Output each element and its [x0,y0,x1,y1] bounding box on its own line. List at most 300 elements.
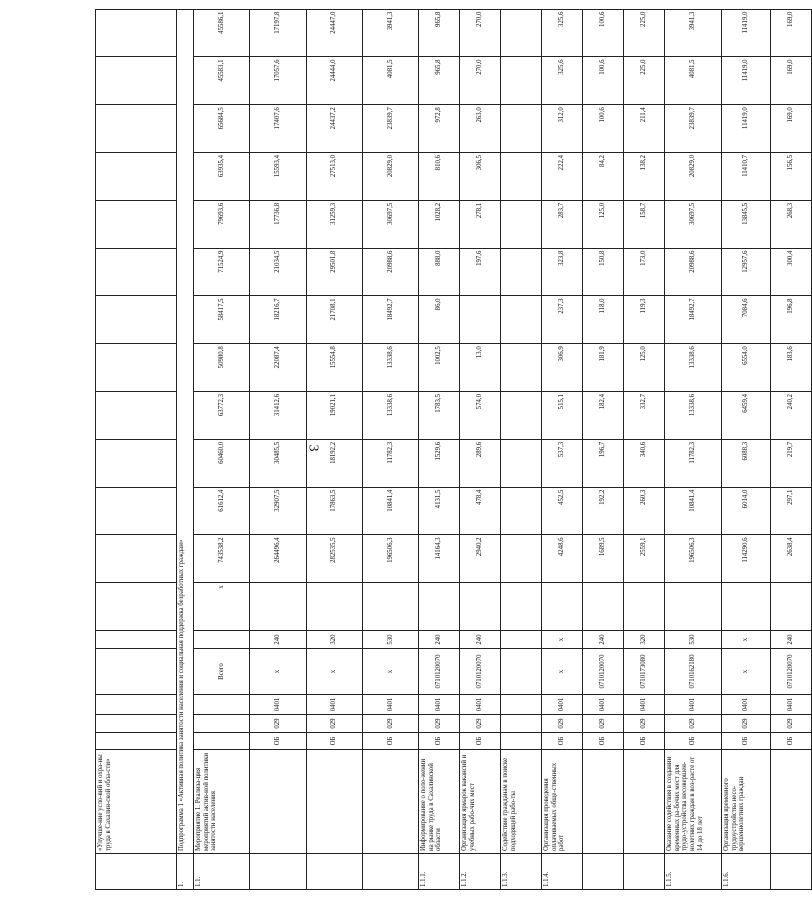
cell-value: 3941,3 [665,9,722,57]
cell-value: 2638,4 [770,535,811,583]
cell-value: 21708,1 [306,296,362,344]
cell-target-article: х [250,649,306,695]
cell-value: 18492,7 [665,296,722,344]
cell-value: 79693,6 [194,200,250,248]
cell-value [770,583,811,631]
cell-value [624,583,665,631]
cell-value: 21034,5 [250,248,306,296]
table-row [722,9,771,889]
cell-value [362,583,418,631]
cell-name: Оказание содействия в создании временных ра-бочих мест для трудо-устройства несовершен-нолетних граждан в воз-расте от 14 до 18 лет [665,750,722,854]
cell-grbs-code: 029 [542,715,583,733]
cell-section-code: 0401 [542,695,583,715]
table-row [501,9,542,889]
cell-grbs-code [501,715,542,733]
cell-section-code: 0401 [665,695,722,715]
cell-section-code [501,695,542,715]
cell-value: 300,4 [770,248,811,296]
cell-value: 1028,2 [419,200,460,248]
cell-value: 23839,7 [362,105,418,153]
cell-value: 965,8 [419,57,460,105]
cell-value: 138,2 [624,153,665,201]
cell-value: 24444,0 [306,57,362,105]
cell-value: 452,5 [542,487,583,535]
cell-value [501,153,542,201]
cell-value: 260,3 [624,487,665,535]
cell-value: 297,1 [770,487,811,535]
cell-value: 6554,0 [722,344,771,392]
cell-value: 196506,3 [362,535,418,583]
cell-value: х [194,583,250,631]
cell-grbs-code [194,715,250,733]
cell-value: 17863,5 [306,487,362,535]
table-row [419,9,460,889]
cell-target-article: 0710120070 [770,649,811,695]
cell-num: 1.1.2. [460,854,501,890]
cell-empty [96,392,177,440]
cell-value: 63935,4 [194,153,250,201]
cell-grbs-code: 029 [665,715,722,733]
section-row [177,9,194,889]
cell-empty [96,153,177,201]
cell-value: 158,7 [624,200,665,248]
cell-value: 18192,2 [306,439,362,487]
cell-value: 24437,2 [306,105,362,153]
cell-value: 306,9 [542,344,583,392]
cell-value: 114290,6 [722,535,771,583]
cell-name [770,750,811,854]
cell-value: 2940,2 [460,535,501,583]
cell-value [501,583,542,631]
cell-empty [96,57,177,105]
cell-grbs-code: 029 [770,715,811,733]
cell-expense-type [501,631,542,649]
budget-table [95,9,812,890]
cell-section-code: 0401 [624,695,665,715]
cell-value: 810,6 [419,153,460,201]
cell-num [583,854,624,890]
cell-value: 17197,8 [250,9,306,57]
cell-value: 86,0 [419,296,460,344]
cell-value: 11782,3 [665,439,722,487]
cell-value: 169,0 [770,9,811,57]
cell-expense-type: 320 [306,631,362,649]
cell-value: 478,4 [460,487,501,535]
cell-grbs-code: 029 [362,715,418,733]
table-row [542,9,583,889]
cell-value [250,583,306,631]
cell-num [250,854,306,890]
cell-value: 211,4 [624,105,665,153]
cell-value [542,583,583,631]
cell-value: 17407,6 [250,105,306,153]
cell-value: 71524,9 [194,248,250,296]
cell-value: 100,6 [583,105,624,153]
cell-target-article [501,649,542,695]
cell-value: 4081,5 [362,57,418,105]
cell-empty [96,105,177,153]
cell-empty [96,487,177,535]
cell-target-article: 0710173080 [624,649,665,695]
cell-value: 197,6 [460,248,501,296]
cell-name: Содействие гражданам в поиске подходящей рабо-ты [501,750,542,854]
cell-value: 11782,3 [362,439,418,487]
cell-value: 1002,5 [419,344,460,392]
cell-value: 196506,3 [665,535,722,583]
cell-target-article: 0710120070 [583,649,624,695]
cell-value [501,105,542,153]
cell-value: 65684,5 [194,105,250,153]
cell-value: 13338,6 [362,392,418,440]
cell-value [501,57,542,105]
cell-name: Организация ярмарок вакансий и учебных рабо-чих мест [460,750,501,854]
cell-value: 222,4 [542,153,583,201]
cell-value: 17057,6 [250,57,306,105]
cell-value: 323,8 [542,248,583,296]
cell-value: 237,3 [542,296,583,344]
section-title: Подпрограмма 1 «Активная политика занятости населения и социальная поддержка безработных граждан» [177,9,194,853]
cell-empty [96,200,177,248]
cell-grbs-code: 029 [624,715,665,733]
cell-value: 972,8 [419,105,460,153]
cell-name [306,750,362,854]
cell-expense-type: х [542,631,583,649]
cell-value: 325,6 [542,57,583,105]
cell-name: Мероприятие 1. Реализа-ция мероприятий актив-ной политики занятости населения [194,750,250,854]
cell-target-article: 0710120070 [460,649,501,695]
cell-num: 1.1.3. [501,854,542,890]
cell-empty [96,439,177,487]
cell-value: 13338,6 [665,392,722,440]
cell-source: ОБ [583,733,624,750]
cell-value [501,296,542,344]
cell-value: 15593,4 [250,153,306,201]
cell-empty [96,583,177,631]
cell-value: 888,0 [419,248,460,296]
cell-expense-type: 240 [250,631,306,649]
cell-section-code: 0401 [583,695,624,715]
cell-source: ОБ [362,733,418,750]
cell-value: 150,8 [583,248,624,296]
cell-grbs-code: 029 [460,715,501,733]
cell-expense-type: х [722,631,771,649]
cell-source: ОБ [770,733,811,750]
cell-value: 173,0 [624,248,665,296]
cell-value: 10841,4 [362,487,418,535]
cell-value: 743538,2 [194,535,250,583]
cell-source: ОБ [624,733,665,750]
cell-section-code: 0401 [770,695,811,715]
section-number: 1. [177,854,194,890]
cell-grbs-code: 029 [419,715,460,733]
cell-value: 61612,4 [194,487,250,535]
cell-value: 31259,3 [306,200,362,248]
cell-name: «Улучше-ние усло-вий и охра-ны труда в Сахалин-ской обла-сти» [96,750,177,854]
cell-name [362,750,418,854]
cell-value [583,583,624,631]
cell-grbs-code: 029 [250,715,306,733]
cell-target-article: х [362,649,418,695]
cell-target-article: 0710162180 [665,649,722,695]
cell-source: ОБ [722,733,771,750]
cell-value: 196,8 [770,296,811,344]
cell-value: 100,6 [583,9,624,57]
cell-value: 312,0 [542,105,583,153]
cell-value: 30697,5 [362,200,418,248]
cell-value: 63772,3 [194,392,250,440]
cell-value: 225,0 [624,9,665,57]
cell-grbs-code: 029 [722,715,771,733]
cell-target-article: Всего [194,649,250,695]
cell-value: 3941,3 [362,9,418,57]
cell-source: ОБ [306,733,362,750]
cell-section-code: 0401 [250,695,306,715]
cell-source: ОБ [542,733,583,750]
cell-value: 12957,6 [722,248,771,296]
cell-value: 268,3 [770,200,811,248]
cell-expense-type: 320 [624,631,665,649]
cell-expense-type [194,631,250,649]
cell-value: 340,6 [624,439,665,487]
page-number: 3 [305,444,321,452]
cell-value: 20988,6 [362,248,418,296]
cell-value: 45583,1 [194,57,250,105]
cell-value: 125,0 [624,344,665,392]
cell-target-article: х [542,649,583,695]
cell-value: 4081,5 [665,57,722,105]
rotated-table-container [95,10,795,890]
cell-empty [96,715,177,733]
cell-value: 965,8 [419,9,460,57]
cell-value: 31412,6 [250,392,306,440]
cell-value: 29501,8 [306,248,362,296]
cell-name: Организация проведения оплачиваемых обще-ственных работ [542,750,583,854]
cell-num: 1.1.5. [665,854,722,890]
cell-value [306,583,362,631]
cell-name [250,750,306,854]
cell-value: 11419,0 [722,105,771,153]
cell-value: 2559,1 [624,535,665,583]
cell-value [722,583,771,631]
cell-value [419,583,460,631]
cell-value [501,248,542,296]
cell-value: 169,0 [770,57,811,105]
cell-value: 270,0 [460,57,501,105]
cell-value: 24447,0 [306,9,362,57]
table-row [306,9,362,889]
cell-value: 515,1 [542,392,583,440]
table-row [665,9,722,889]
cell-value: 4131,5 [419,487,460,535]
cell-source: ОБ [419,733,460,750]
cell-value: 30485,5 [250,439,306,487]
table-row [194,9,250,889]
cell-value: 196,7 [583,439,624,487]
cell-empty [96,344,177,392]
cell-source [501,733,542,750]
cell-empty [96,296,177,344]
cell-value: 270,0 [460,9,501,57]
cell-expense-type: 240 [460,631,501,649]
cell-value: 125,0 [583,200,624,248]
cell-value: 282535,5 [306,535,362,583]
cell-value [501,439,542,487]
cell-value: 20829,0 [665,153,722,201]
cell-empty [96,9,177,57]
cell-value: 263,0 [460,105,501,153]
cell-value: 182,4 [583,392,624,440]
table-row [250,9,306,889]
cell-value: 4248,6 [542,535,583,583]
cell-empty [96,631,177,649]
cell-value: 11419,0 [722,57,771,105]
cell-value: 45586,1 [194,9,250,57]
cell-section-code: 0401 [419,695,460,715]
cell-value: 22087,4 [250,344,306,392]
cell-name [583,750,624,854]
cell-value: 17736,8 [250,200,306,248]
cell-value: 50980,8 [194,344,250,392]
cell-expense-type: 530 [362,631,418,649]
cell-empty [96,733,177,750]
cell-value: 537,3 [542,439,583,487]
cell-expense-type: 240 [770,631,811,649]
cell-value: 156,5 [770,153,811,201]
cell-grbs-code: 029 [583,715,624,733]
cell-value: 58417,5 [194,296,250,344]
cell-value: 14164,3 [419,535,460,583]
cell-expense-type: 530 [665,631,722,649]
cell-value: 118,0 [583,296,624,344]
cell-value: 6088,3 [722,439,771,487]
cell-value: 18492,7 [362,296,418,344]
cell-value: 574,0 [460,392,501,440]
cell-num [770,854,811,890]
cell-value: 1689,5 [583,535,624,583]
cell-num [362,854,418,890]
cell-value: 13338,6 [362,344,418,392]
cell-target-article: х [722,649,771,695]
table-row [770,9,811,889]
cell-expense-type: 240 [419,631,460,649]
cell-value: 192,2 [583,487,624,535]
cell-source [194,733,250,750]
table-row [624,9,665,889]
cell-value: 30697,5 [665,200,722,248]
cell-empty [96,535,177,583]
cell-source: ОБ [460,733,501,750]
cell-value: 7084,6 [722,296,771,344]
cell-num: 1.1.1. [419,854,460,890]
cell-name [624,750,665,854]
table-row [583,9,624,889]
cell-num [624,854,665,890]
cell-source: ОБ [250,733,306,750]
cell-value [501,535,542,583]
cell-value [460,296,501,344]
cell-name: Организация временного трудоустройства несо-вершеннолетних граждан [722,750,771,854]
cell-section-code: 0401 [460,695,501,715]
cell-value: 169,0 [770,105,811,153]
cell-value: 225,0 [624,57,665,105]
cell-value [501,392,542,440]
cell-value: 325,6 [542,9,583,57]
cell-num: 1.1. [194,854,250,890]
cell-value: 6014,0 [722,487,771,535]
cell-value [460,583,501,631]
cell-grbs-code: 029 [306,715,362,733]
cell-value: 289,6 [460,439,501,487]
cell-value: 13,0 [460,344,501,392]
cell-value: 10841,4 [665,487,722,535]
cell-value: 84,2 [583,153,624,201]
cell-value: 240,2 [770,392,811,440]
cell-value: 23839,7 [665,105,722,153]
table-row [460,9,501,889]
cell-target-article: х [306,649,362,695]
cell-value: 27513,0 [306,153,362,201]
table-row [96,9,177,889]
cell-value [501,487,542,535]
cell-value: 32907,5 [250,487,306,535]
cell-name: Информирование о поло-жении на рынке труда в Сахалинской области [419,750,460,854]
cell-value: 278,1 [460,200,501,248]
cell-num [96,854,177,890]
cell-value: 20829,0 [362,153,418,201]
cell-value: 119,3 [624,296,665,344]
table-body [96,9,812,889]
cell-value: 1783,5 [419,392,460,440]
cell-value: 181,9 [583,344,624,392]
cell-value: 306,5 [460,153,501,201]
cell-value: 19021,1 [306,392,362,440]
cell-value: 13845,5 [722,200,771,248]
cell-value: 18216,7 [250,296,306,344]
table-row [362,9,418,889]
cell-num: 1.1.4. [542,854,583,890]
cell-empty [96,695,177,715]
cell-value [665,583,722,631]
cell-value: 1529,6 [419,439,460,487]
cell-source: ОБ [665,733,722,750]
cell-section-code: 0401 [722,695,771,715]
cell-value [501,9,542,57]
cell-value: 332,7 [624,392,665,440]
cell-value: 11419,0 [722,9,771,57]
cell-value: 15554,8 [306,344,362,392]
cell-empty [96,248,177,296]
cell-value: 11410,7 [722,153,771,201]
cell-value: 183,6 [770,344,811,392]
cell-value: 100,6 [583,57,624,105]
cell-value [501,344,542,392]
cell-value: 219,7 [770,439,811,487]
cell-empty [96,649,177,695]
cell-value: 264496,4 [250,535,306,583]
cell-num: 1.1.6. [722,854,771,890]
cell-value: 13338,6 [665,344,722,392]
cell-value: 6459,4 [722,392,771,440]
cell-expense-type: 240 [583,631,624,649]
cell-num [306,854,362,890]
cell-value [501,200,542,248]
cell-value: 20988,6 [665,248,722,296]
cell-value: 60460,0 [194,439,250,487]
cell-target-article: 0710120070 [419,649,460,695]
cell-section-code: 0401 [362,695,418,715]
cell-value: 283,7 [542,200,583,248]
cell-section-code: 0401 [306,695,362,715]
